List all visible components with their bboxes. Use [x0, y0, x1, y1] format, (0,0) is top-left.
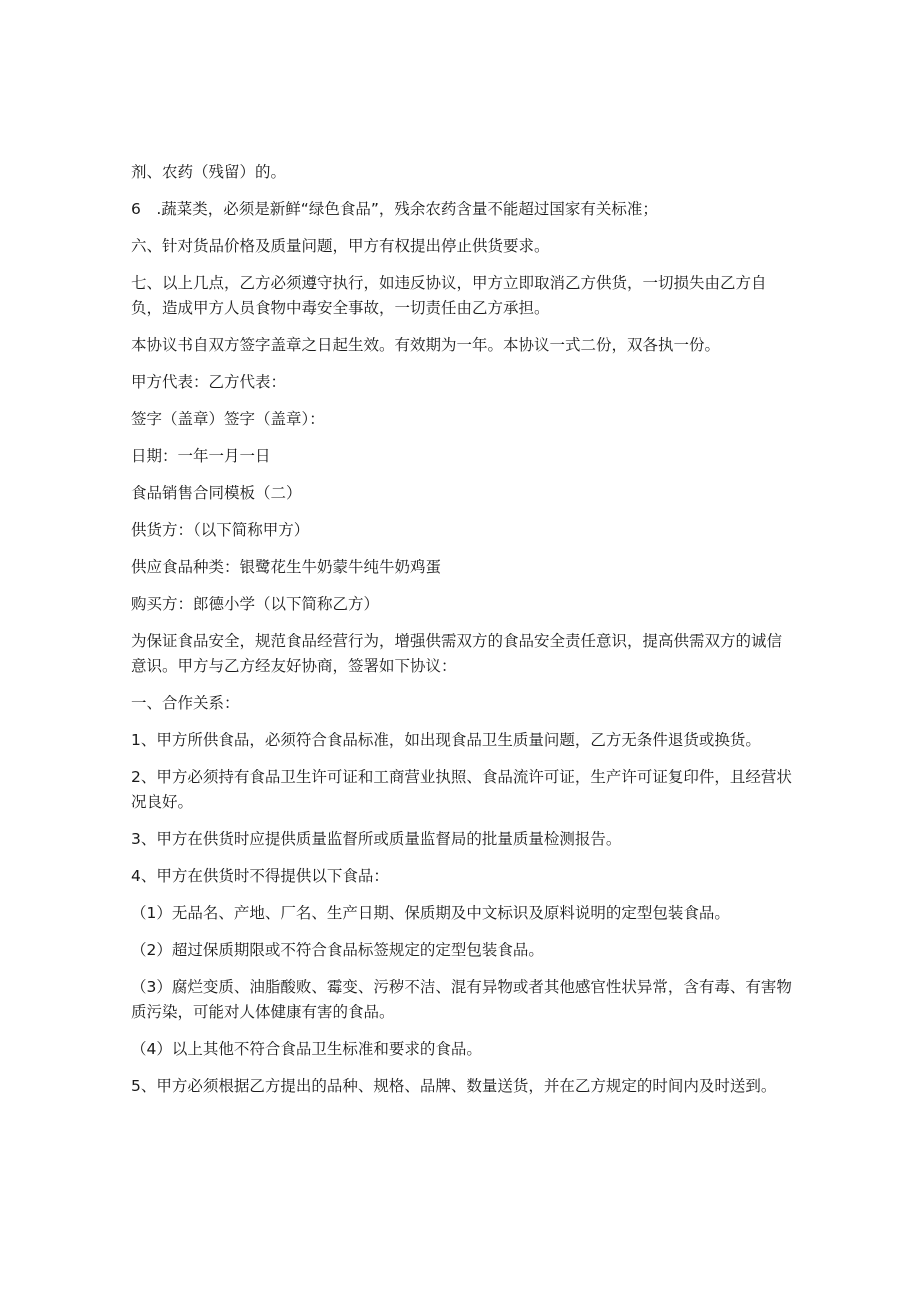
clause-item: 3、甲方在供货时应提供质量监督所或质量监督局的批量质量检测报告。 [131, 830, 622, 848]
signature-seal-line: 签字（盖章）签字（盖章）： [131, 410, 325, 428]
document-body [131, 160, 796, 1111]
paragraph: 七、以上几点，乙方必须遵守执行，如违反协议，甲方立即取消乙方供货，一切损失由乙方自负，造成甲方人员食物中毒安全事故，一切责任由乙方承担。 [131, 274, 767, 317]
supplier-line: 供货方：（以下简称甲方） [131, 521, 310, 539]
clause-item: 4、甲方在供货时不得提供以下食品： [131, 867, 389, 885]
section-title: 食品销售合同模板（二） [131, 484, 302, 502]
food-types-line: 供应食品种类：银鹭花生牛奶蒙牛纯牛奶鸡蛋 [131, 558, 442, 576]
sub-clause-item: （1）无品名、产地、厂名、生产日期、保质期及中文标识及原料说明的定型包装食品。 [131, 904, 730, 922]
clause-item: 1、甲方所供食品，必须符合食品标准，如出现食品卫生质量问题，乙方无条件退货或换货。 [131, 731, 761, 749]
buyer-line: 购买方：郎德小学（以下简称乙方） [131, 595, 380, 613]
paragraph: 6 .蔬菜类，必须是新鲜“绿色食品”，残余农药含量不能超过国家有关标准； [131, 200, 658, 218]
paragraph: 为保证食品安全，规范食品经营行为，增强供需双方的食品安全责任意识，提高供需双方的诚信意识。甲方与乙方经友好协商，签署如下协议： [131, 632, 783, 675]
sub-clause-item: （2）超过保质期限或不符合食品标签规定的定型包装食品。 [131, 941, 544, 959]
date-line: 日期：一年一月一日 [131, 447, 271, 465]
sub-clause-item: （3）腐烂变质、油脂酸败、霉变、污秽不洁、混有异物或者其他感官性状异常，含有毒、有害物质污染，可能对人体健康有害的食品。 [131, 978, 792, 1021]
signature-parties: 甲方代表：乙方代表： [131, 373, 287, 391]
paragraph: 剂、农药（残留）的。 [131, 163, 287, 181]
sub-clause-item: （4）以上其他不符合食品卫生标准和要求的食品。 [131, 1040, 482, 1058]
clause-item: 5、甲方必须根据乙方提出的品种、规格、品牌、数量送货，并在乙方规定的时间内及时送到。 [131, 1077, 777, 1095]
clause-item: 2、甲方必须持有食品卫生许可证和工商营业执照、食品流许可证，生产许可证复印件，且经营状况良好。 [131, 768, 792, 811]
paragraph: 六、针对货品价格及质量问题，甲方有权提出停止供货要求。 [131, 237, 550, 255]
paragraph: 本协议书自双方签字盖章之日起生效。有效期为一年。本协议一式二份，双各执一份。 [131, 336, 721, 354]
clause-heading: 一、合作关系： [131, 694, 240, 712]
